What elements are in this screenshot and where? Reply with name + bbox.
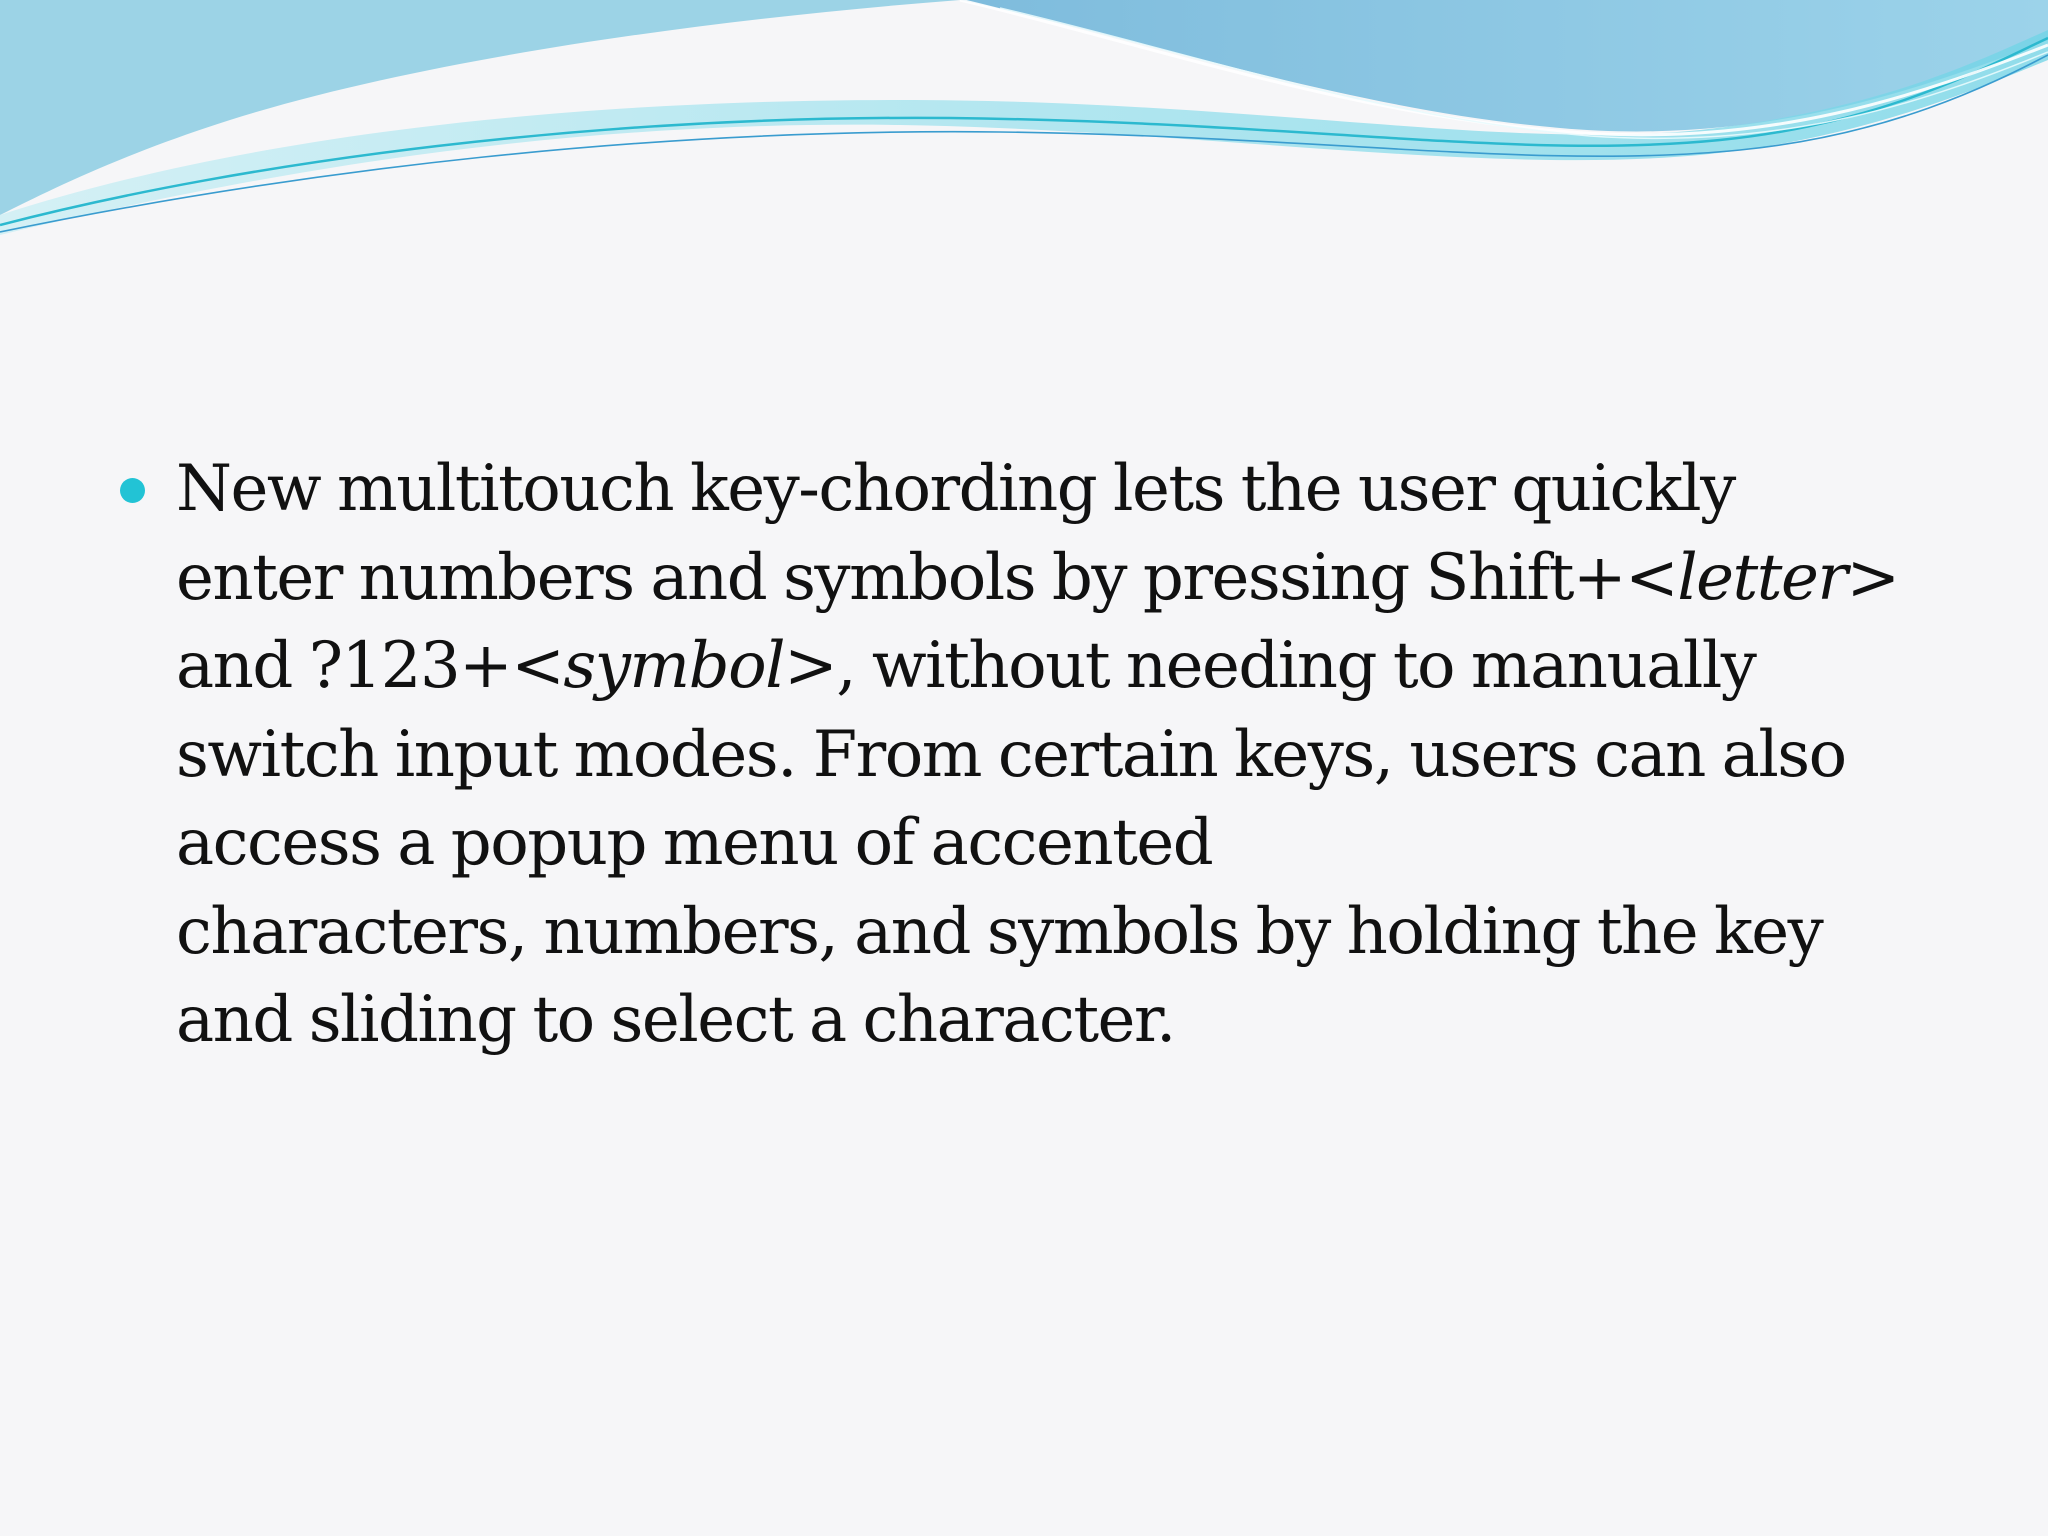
bullet-line-2-pre: enter numbers and symbols by pressing Shift+<	[176, 540, 1678, 615]
bullet-line-1: New multitouch key-chording lets the user quickly	[176, 452, 1735, 526]
bullet-line-3-pre: and ?123+<	[176, 629, 564, 703]
bullet-line-3	[176, 622, 1899, 711]
bullet-dot-icon	[120, 478, 145, 503]
bullet-line-3-post: >, without needing to manually	[784, 629, 1756, 703]
bullet-line-2-italic: letter	[1677, 540, 1847, 615]
bullet-line-3-italic: symbol	[563, 629, 785, 703]
bullet-line-2	[176, 534, 1899, 623]
bullet-line-7: and sliding to select a character.	[176, 983, 1175, 1057]
bullet-line-2-post: >	[1846, 540, 1899, 615]
slide-body	[120, 445, 1960, 1065]
bullet-line-4: switch input modes. From certain keys, users can also	[176, 717, 1846, 792]
bullet-item	[120, 445, 1960, 1065]
bullet-text	[176, 445, 1899, 1065]
bullet-line-6: characters, numbers, and symbols by holding the key	[176, 894, 1823, 969]
bullet-line-5: access a popup menu of accented	[176, 806, 1213, 880]
decorative-wave-header	[0, 0, 2048, 240]
